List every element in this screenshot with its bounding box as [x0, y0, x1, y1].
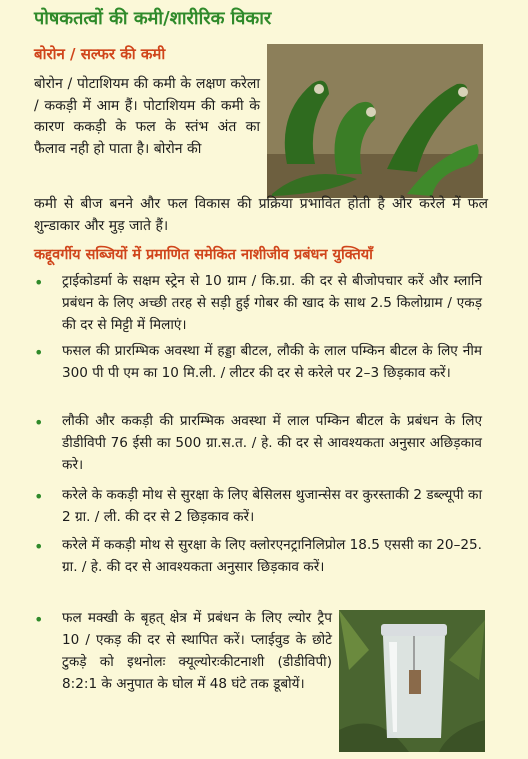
list-item: फसल की प्रारम्भिक अवस्था में हड्डा बीटल, लौकी के लाल पम्किन बीटल के लिए नीम 300 पी पी एम का 10 मि.ली. / लीटर की दर से करेले पर 2–3 छिड़काव करें।	[62, 343, 482, 381]
list-item: करेले में ककड़ी मोथ से सुरक्षा के लिए क्लोरएनट्रानिलिप्रोल 18.5 एससी का 20–25. ग्रा. / हे. की दर से आवश्यकता अनुसार छिड़काव करें।	[62, 537, 482, 575]
fruit-fly-trap-photo	[339, 610, 485, 752]
bullet-icon: •	[34, 343, 44, 362]
bullet-icon: •	[34, 487, 44, 506]
bullet-icon: •	[34, 413, 44, 432]
list-item: फल मक्खी के बृहत् क्षेत्र में प्रबंधन के लिए ल्योर ट्रैप 10 / एकड़ की दर से स्थापित करें। प्लाईवुड के छोटे टुकड़े को इथनोलः क्यूल्योरःकीटनाशी (डीडीविपी) 8:2:1 के अनुपात के घोल में 48 घंटे तक डूबोयें।	[62, 610, 332, 692]
bullet-icon: •	[34, 537, 44, 556]
section-heading-ipm-practices: कद्दूवर्गीय सब्जियों में प्रमाणित समेकित नाशीजीव प्रबंधन युक्तियाँ	[34, 247, 373, 263]
page-title: पोषकतत्वों की कमी/शारीरिक विकार	[34, 8, 272, 29]
list-item: लौकी और ककड़ी की प्रारम्भिक अवस्था में लाल पम्किन बीटल के प्रबंधन के लिए डीडीविपी 76 ईसी का 500 ग्रा.स.त. / हे. की दर से आवश्यकता अनुसार अछिड़काव करे।	[62, 413, 482, 473]
bitter-gourd-illustration	[267, 44, 483, 198]
lure-trap-illustration	[339, 610, 485, 752]
bullet-icon: •	[34, 610, 44, 629]
bullet-icon: •	[34, 273, 44, 292]
section-heading-boron-deficiency: बोरोन / सल्फर की कमी	[34, 45, 166, 63]
boron-paragraph-continued: कमी से बीज बनने और फल विकास की प्रक्रिया प्रभावित होती है और करेले में फल शुन्डाकार और मुड़ जाते हैं।	[34, 196, 488, 234]
boron-paragraph-wrapped: बोरोन / पोटाशियम की कमी के लक्षण करेला / ककड़ी में आम हैं। पोटाशियम की कमी के कारण ककड़ी के फल के स्तंभ अंत का फैलाव नही हो पाता है। बोरोन की	[34, 76, 260, 157]
list-item: करेले के ककड़ी मोथ से सुरक्षा के लिए बेसिलस थुजान्सेस वर कुरस्ताकी 2 डब्ल्यूपी का 2 ग्रा. / ली. की दर से 2 छिड़काव करें।	[62, 487, 482, 525]
list-item: ट्राईकोडर्मा के सक्षम स्ट्रेन से 10 ग्राम / कि.ग्रा. की दर से बीजोपचार करें और म्लानि प्रबंधन के लिए अच्छी तरह से सड़ी हुई गोबर की खाद के साथ 2.5 किलोग्राम / एकड़ की दर से मिट्टी में मिलाएं।	[62, 273, 482, 333]
bitter-gourd-photo	[267, 44, 483, 198]
